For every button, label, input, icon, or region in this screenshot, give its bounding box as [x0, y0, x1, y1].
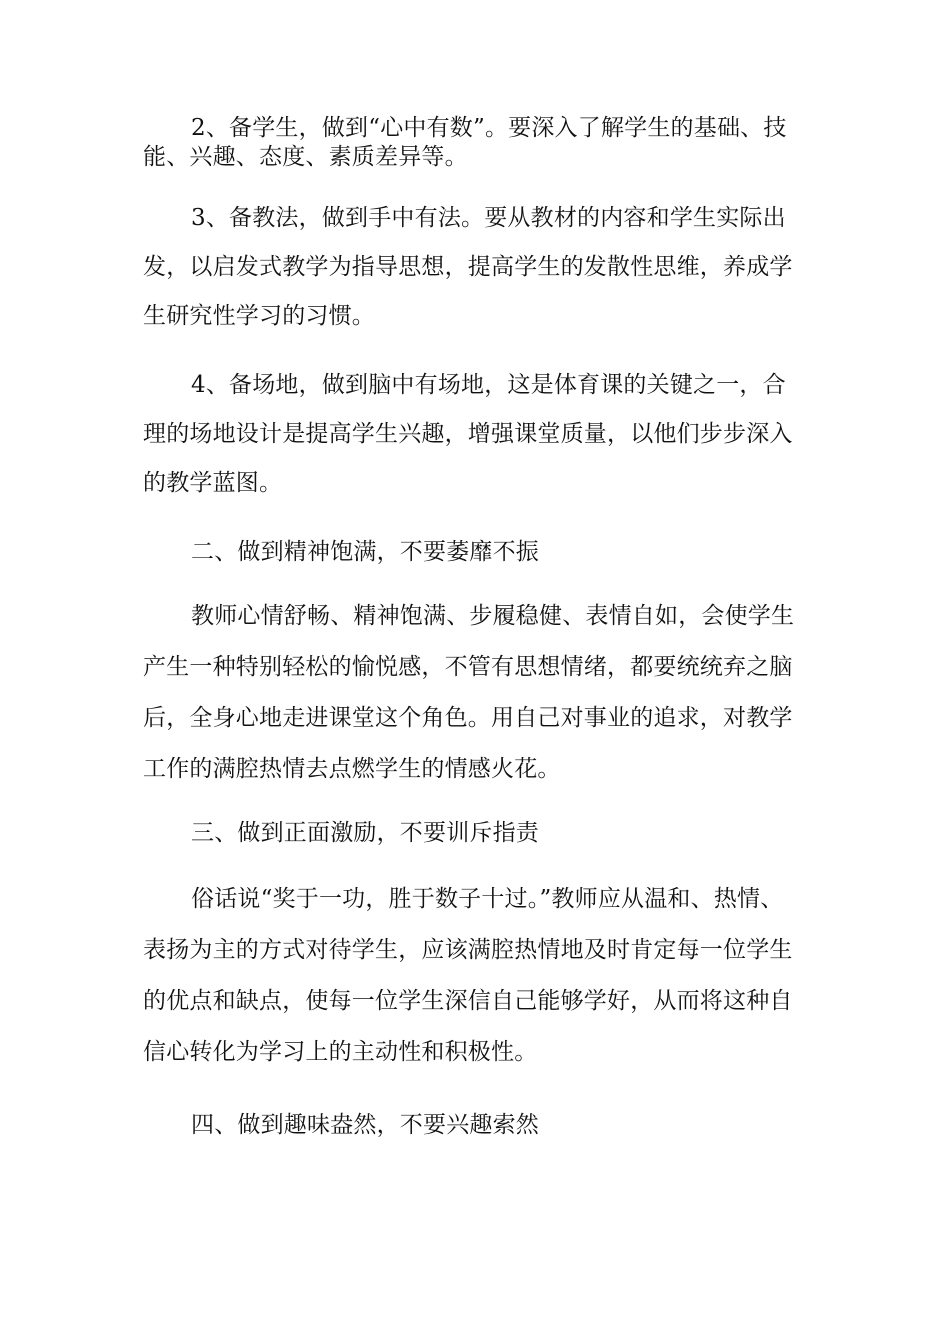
text-line: 后，全身心地走进课堂这个角色。用自己对事业的追求，对教学: [143, 705, 793, 731]
text-line: 的教学蓝图。: [143, 470, 283, 496]
text-line: 工作的满腔热情去点燃学生的情感火花。: [143, 756, 561, 782]
text-line: 信心转化为学习上的主动性和积极性。: [143, 1039, 538, 1065]
text-line: 教师心情舒畅、精神饱满、步履稳健、表情自如，会使学生: [191, 603, 795, 629]
text-line: 生研究性学习的习惯。: [143, 303, 375, 329]
text-line: 表扬为主的方式对待学生，应该满腔热情地及时肯定每一位学生: [143, 937, 793, 963]
heading-text: 二、做到精神饱满，不要萎靡不振: [191, 539, 539, 565]
text-line: 的优点和缺点，使每一位学生深信自己能够学好，从而将这种自: [143, 988, 793, 1014]
text-line: 理的场地设计是提高学生兴趣，增强课堂质量，以他们步步深入: [143, 421, 793, 447]
heading-text: 三、做到正面激励，不要训斥指责: [191, 820, 539, 846]
text-line: 3、备教法，做到手中有法。要从教材的内容和学生实际出: [191, 205, 786, 231]
text-line: 俗话说“奖于一功，胜于数子十过。”教师应从温和、热情、: [191, 886, 784, 912]
text-line: 2、备学生，做到“心中有数”。要深入了解学生的基础、技: [191, 115, 787, 141]
text-line: 产生一种特别轻松的愉悦感，不管有思想情绪，都要统统弃之脑: [143, 654, 793, 680]
heading-text: 四、做到趣味盎然，不要兴趣索然: [191, 1112, 539, 1138]
text-line: 发，以启发式教学为指导思想，提高学生的发散性思维，养成学: [143, 254, 793, 280]
text-line: 能、兴趣、态度、素质差异等。: [143, 144, 468, 170]
text-line: 4、备场地，做到脑中有场地，这是体育课的关键之一，合: [191, 372, 786, 398]
